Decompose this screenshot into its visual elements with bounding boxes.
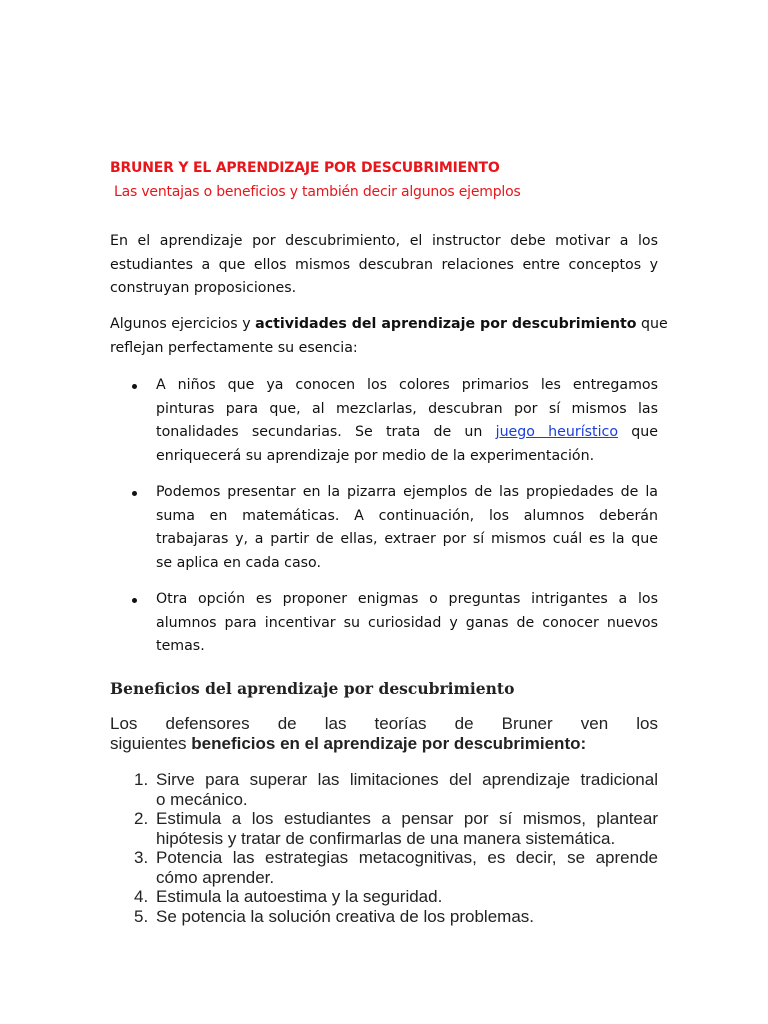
list-item bbox=[110, 374, 658, 468]
list-item bbox=[110, 481, 658, 575]
list-number: 2. bbox=[134, 809, 149, 828]
list-item bbox=[110, 770, 658, 809]
paragraph-text: que bbox=[636, 316, 668, 332]
bullet-line: A niños que ya conocen los colores primarios les entregamos bbox=[156, 377, 658, 393]
list-item bbox=[110, 809, 658, 848]
bold-phrase: beneficios en el aprendizaje por descubrimiento: bbox=[191, 734, 587, 753]
bullet-line: alumnos para incentivar su curiosidad y ganas de conocer nuevos bbox=[156, 614, 658, 631]
list-number: 4. bbox=[134, 887, 149, 906]
list-item bbox=[110, 848, 658, 887]
paragraph-line bbox=[110, 313, 668, 337]
list-number: 1. bbox=[134, 770, 149, 789]
list-number: 5. bbox=[134, 906, 149, 926]
benefits-intro bbox=[110, 714, 658, 754]
bullet-icon bbox=[132, 598, 137, 603]
paragraph-line: reflejan perfectamente su esencia: bbox=[110, 339, 358, 356]
paragraph-text: Algunos ejercicios y bbox=[110, 316, 256, 332]
list-line: Estimula a los estudiantes a pensar por sí mismos, plantear bbox=[156, 809, 658, 828]
list-item bbox=[110, 588, 658, 659]
list-line: Sirve para superar las limitaciones del aprendizaje tradicional bbox=[156, 770, 658, 789]
paragraph-intro bbox=[110, 230, 658, 301]
bullet-line: trabajaras y, a partir de ellas, extraer por sí mismos cuál es la que bbox=[156, 531, 658, 547]
intro-text: siguientes bbox=[110, 734, 192, 753]
bullet-line: temas. bbox=[156, 638, 205, 654]
list-line: Se potencia la solución creativa de los problemas. bbox=[156, 906, 534, 926]
document-subtitle: Las ventajas o beneficios y también decir algunos ejemplos bbox=[114, 184, 521, 200]
benefits-heading: Beneficios del aprendizaje por descubrimiento bbox=[110, 679, 515, 698]
list-item bbox=[110, 907, 658, 927]
paragraph-activities bbox=[110, 313, 668, 360]
bullet-line: Otra opción es proponer enigmas o preguntas intrigantes a los bbox=[156, 591, 658, 607]
juego-heuristico-link[interactable]: juego heurístico bbox=[495, 424, 619, 440]
list-number: 3. bbox=[134, 848, 149, 867]
bullet-text: tonalidades secundarias. Se trata de un bbox=[156, 424, 496, 440]
benefits-numbered-list bbox=[110, 770, 658, 926]
list-line: o mecánico. bbox=[156, 789, 248, 809]
bullet-line: pinturas para que, al mezclarlas, descubran por sí mismos las bbox=[156, 400, 658, 417]
paragraph-line: construyan proposiciones. bbox=[110, 280, 297, 296]
list-line: hipótesis y tratar de confirmarlas de una manera sistemática. bbox=[156, 828, 616, 848]
bullet-line: se aplica en cada caso. bbox=[156, 554, 321, 571]
list-line: cómo aprender. bbox=[156, 867, 275, 887]
bullet-icon bbox=[132, 491, 137, 496]
list-line: Potencia las estrategias metacognitivas, es decir, se aprende bbox=[156, 848, 658, 867]
paragraph-line: En el aprendizaje por descubrimiento, el instructor debe motivar a los bbox=[110, 233, 658, 249]
bullet-text: que bbox=[618, 424, 658, 440]
bullet-line: suma en matemáticas. A continuación, los alumnos deberán bbox=[156, 507, 658, 524]
activities-bullet-list bbox=[110, 374, 658, 659]
bullet-line: Podemos presentar en la pizarra ejemplos de las propiedades de la bbox=[156, 484, 658, 500]
bullet-line: enriquecerá su aprendizaje por medio de la experimentación. bbox=[156, 447, 595, 464]
bullet-icon bbox=[132, 384, 137, 389]
bold-phrase: actividades del aprendizaje por descubrimiento bbox=[255, 316, 637, 332]
document-title: BRUNER Y EL APRENDIZAJE POR DESCUBRIMIENTO bbox=[110, 160, 500, 176]
intro-line bbox=[110, 734, 658, 754]
paragraph-line: estudiantes a que ellos mismos descubran relaciones entre conceptos y bbox=[110, 256, 658, 273]
list-line: Estimula la autoestima y la seguridad. bbox=[156, 887, 443, 906]
bullet-line bbox=[156, 421, 658, 445]
intro-line: Los defensores de las teorías de Bruner ven los bbox=[110, 714, 658, 733]
list-item bbox=[110, 887, 658, 907]
